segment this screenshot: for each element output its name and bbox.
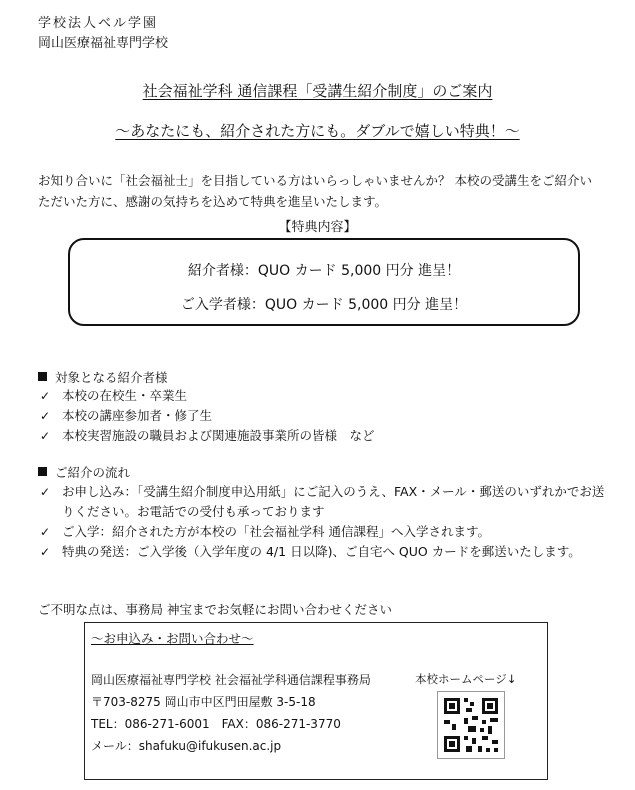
targets-heading: [38, 368, 168, 386]
square-bullet-icon: [38, 467, 47, 476]
check-icon: ✓: [40, 485, 51, 499]
org-name-line1: 学校法人ベル学園: [38, 16, 159, 31]
benefit-referrer: 紹介者様：QUO カード 5,000 円分 進呈！: [187, 263, 461, 279]
list-item: ✓ ご入学：紹介された方が本校の「社会福祉学科 通信課程」へ入学されます。: [38, 522, 613, 542]
check-icon: ✓: [40, 389, 51, 403]
check-icon: ✓: [40, 545, 51, 559]
contact-email[interactable]: メール：shafuku@ifukusen.ac.jp: [91, 739, 282, 753]
flow-heading-label: ご紹介の流れ: [55, 465, 131, 480]
qr-code-graphic: [438, 692, 504, 758]
benefits-heading: 【特典内容】: [278, 220, 357, 235]
targets-heading-label: 対象となる紹介者様: [55, 370, 168, 385]
check-icon: ✓: [40, 525, 51, 539]
flow-heading: [38, 463, 130, 481]
targets-list: [38, 386, 603, 446]
square-bullet-icon: [38, 372, 47, 381]
check-icon: ✓: [40, 429, 51, 443]
check-icon: ✓: [40, 409, 51, 423]
benefit-enrollee: ご入学者様：QUO カード 5,000 円分 進呈！: [180, 297, 468, 313]
intro-paragraph: お知り合いに「社会福祉士」を目指している方はいらっしゃいませんか？ 本校の受講生をご紹介いただいた方に、感謝の気持ちを込めて特典を進呈いたします。: [38, 173, 592, 209]
flow-list: [38, 482, 613, 562]
contact-tel-fax: TEL：086-271-6001 FAX：086-271-3770: [91, 717, 341, 731]
page-subtitle: ～あなたにも、紹介された方にも。ダブルで嬉しい特典！～: [115, 122, 520, 140]
benefits-box: [68, 238, 580, 326]
list-item: ✓ 本校の講座参加者・修了生: [38, 406, 603, 426]
contact-office: 岡山医療福祉専門学校 社会福祉学科通信課程事務局: [91, 673, 371, 687]
homepage-label: 本校ホームページ↓: [415, 672, 517, 686]
contact-title: ～お申込み・お問い合わせ～: [91, 631, 254, 646]
list-item: ✓ 本校実習施設の職員および関連施設事業所の皆様 など: [38, 426, 603, 446]
list-item: ✓ 本校の在校生・卒業生: [38, 386, 603, 406]
qr-code-icon[interactable]: [437, 691, 505, 759]
contact-box: [84, 622, 548, 780]
contact-address: 〒703-8275 岡山市中区門田屋敷 3-5-18: [91, 695, 316, 709]
list-item: ✓ 特典の発送：ご入学後（入学年度の 4/1 日以降)、ご自宅へ QUO カードを郵送いたします。: [38, 542, 613, 562]
inquiry-note: ご不明な点は、事務局 神宝までお気軽にお問い合わせください: [38, 602, 392, 617]
page-title: 社会福祉学科 通信課程「受講生紹介制度」のご案内: [142, 82, 493, 100]
list-item: ✓ お申し込み：「受講生紹介制度申込用紙」にご記入のうえ、FAX・メール・郵送のいずれかでお送りください。お電話での受付も承っております: [40, 484, 605, 519]
org-name-line2: 岡山医療福祉専門学校: [38, 36, 169, 51]
